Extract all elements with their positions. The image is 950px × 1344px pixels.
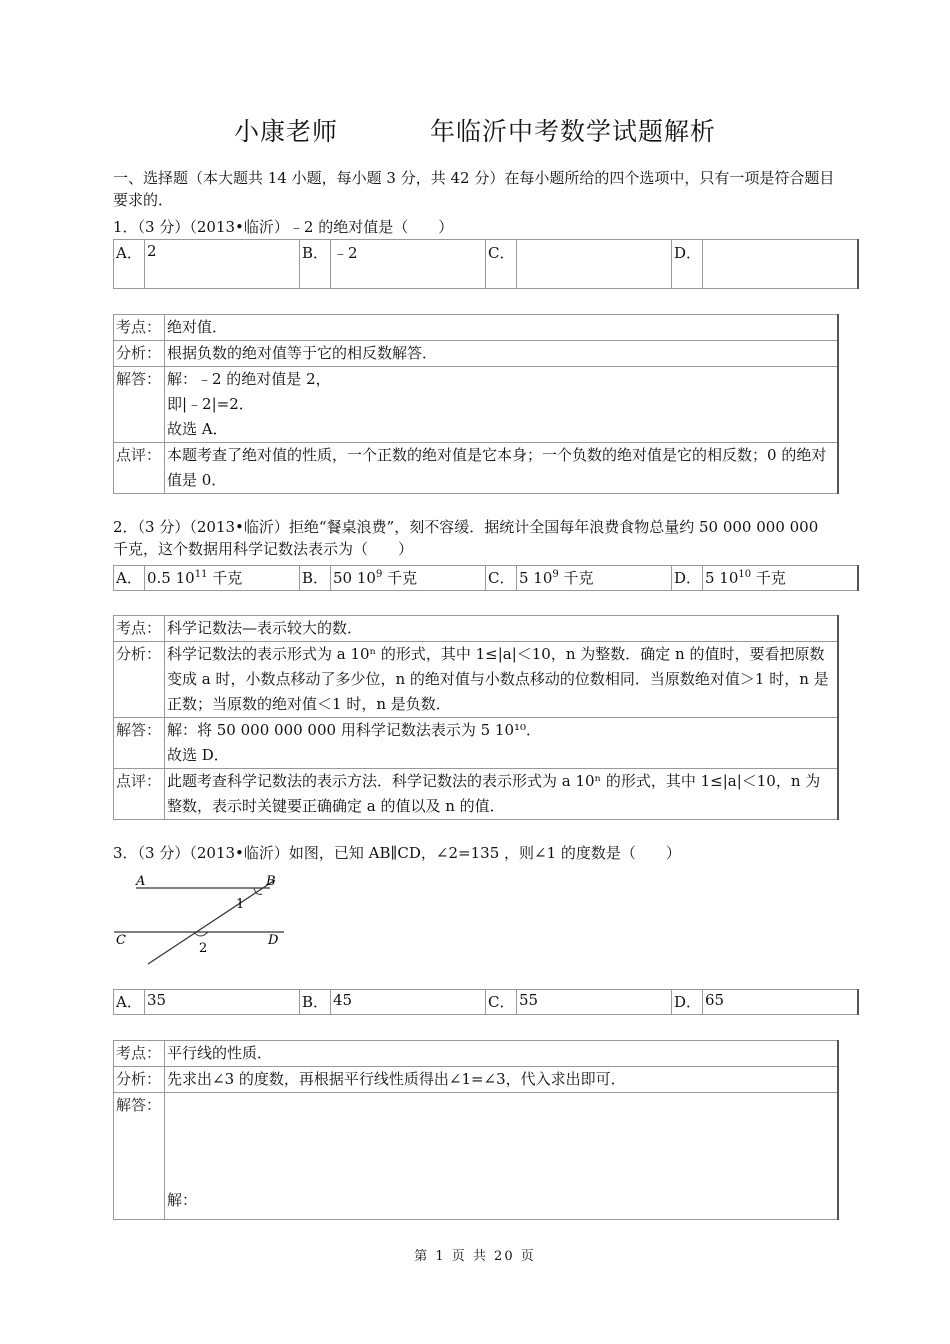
parallel-lines-figure xyxy=(110,868,290,970)
q2-option-c xyxy=(517,566,672,591)
label-b: B xyxy=(266,874,276,889)
q2-option-c-key: C． xyxy=(486,566,517,591)
q1-kaodian-label: 考点： xyxy=(114,315,165,341)
q1-option-b: ﹣2 xyxy=(331,240,486,289)
q1-jieda-line-3: 故选 A． xyxy=(167,420,228,438)
label-a: A xyxy=(136,874,146,889)
q2-analysis xyxy=(113,615,839,820)
q1-fenxi-text: 根据负数的绝对值等于它的相反数解答． xyxy=(165,341,839,367)
q1-kaodian-text: 绝对值． xyxy=(165,315,839,341)
q3-option-a-key: A． xyxy=(114,990,145,1015)
q3-option-a: 35 xyxy=(145,990,300,1015)
q2-dianping-label: 点评： xyxy=(114,769,165,820)
q1-analysis xyxy=(113,314,839,494)
q2-fenxi-text: 科学记数法的表示形式为 a 10ⁿ 的形式，其中 1≤|a|＜10，n 为整数．确定 n 的值时，要看把原数变成 a 时，小数点移动了多少位，n 的绝对值与小数点移动的位数相同．当原数绝对值＞1 时，n 是正数；当原数的绝对值＜1 时，n 是负数． xyxy=(165,642,839,718)
q3-option-d: 65 xyxy=(703,990,859,1015)
q3-fenxi-text: 先求出∠3 的度数，再根据平行线性质得出∠1=∠3，代入求出即可． xyxy=(165,1067,839,1093)
q1-option-d xyxy=(703,240,859,289)
q2-option-b-exp: 9 xyxy=(375,569,383,580)
q2-option-b-key: B． xyxy=(300,566,331,591)
q1-options xyxy=(113,239,859,289)
q3-kaodian-label: 考点： xyxy=(114,1041,165,1067)
q3-option-c-key: C． xyxy=(486,990,517,1015)
q3-option-b-key: B． xyxy=(300,990,331,1015)
q2-options xyxy=(113,565,859,591)
q1-option-b-key: B． xyxy=(300,240,331,289)
q2-jieda-line-2: 故选 D． xyxy=(167,746,229,764)
q1-stem: 1．（3 分）（2013•临沂）﹣2 的绝对值是（ ） xyxy=(113,218,454,236)
label-c: C xyxy=(116,933,126,948)
q2-option-d-base: 5 10 xyxy=(705,569,739,587)
q2-option-d-unit: 千克 xyxy=(751,569,786,587)
q2-kaodian-text: 科学记数法—表示较大的数． xyxy=(165,616,839,642)
q2-option-a-key: A． xyxy=(114,566,145,591)
q2-option-d-key: D． xyxy=(672,566,703,591)
q3-jieda-label: 解答： xyxy=(114,1093,165,1220)
q2-kaodian-label: 考点： xyxy=(114,616,165,642)
q1-option-d-key: D． xyxy=(672,240,703,289)
q1-option-a-key: A． xyxy=(114,240,145,289)
q2-option-c-base: 5 10 xyxy=(519,569,553,587)
q2-dianping-text: 此题考查科学记数法的表示方法．科学记数法的表示形式为 a 10ⁿ 的形式，其中 1≤|a|＜10，n 为整数，表示时关键要正确确定 a 的值以及 n 的值． xyxy=(165,769,839,820)
q1-option-c xyxy=(517,240,672,289)
q1-jieda-label: 解答： xyxy=(114,367,165,443)
q1-jieda-line-1: 解：﹣2 的绝对值是 2， xyxy=(167,370,331,388)
title-left: 小康老师 xyxy=(233,117,338,146)
q2-fenxi-label: 分析： xyxy=(114,642,165,718)
q2-option-b-unit: 千克 xyxy=(382,569,418,587)
label-d: D xyxy=(268,933,279,948)
section-header: 一、选择题（本大题共 14 小题，每小题 3 分，共 42 分）在每小题所给的四个选项中，只有一项是符合题目要求的． xyxy=(113,169,835,209)
title-right: 年临沂中考数学试题解析 xyxy=(430,117,717,146)
q2-option-b xyxy=(331,566,486,591)
label-angle-1: 1 xyxy=(236,897,245,912)
page-footer: 第 1 页 共 20 页 xyxy=(414,1249,536,1264)
q1-dianping-text: 本题考查了绝对值的性质，一个正数的绝对值是它本身；一个负数的绝对值是它的相反数；0 的绝对值是 0． xyxy=(165,443,839,494)
q3-fenxi-label: 分析： xyxy=(114,1067,165,1093)
page-title xyxy=(0,112,950,148)
q3-option-b: 45 xyxy=(331,990,486,1015)
q3-jieda-text: 解： xyxy=(165,1093,839,1220)
q2-option-c-unit: 千克 xyxy=(558,569,594,587)
q2-option-a-exp: 11 xyxy=(194,569,208,580)
q3-option-c: 55 xyxy=(517,990,672,1015)
q1-option-c-key: C． xyxy=(486,240,517,289)
q3-kaodian-text: 平行线的性质． xyxy=(165,1041,839,1067)
q3-options xyxy=(113,989,859,1015)
q3-analysis xyxy=(113,1040,839,1220)
q1-fenxi-label: 分析： xyxy=(114,341,165,367)
q2-option-a-base: 0.5 10 xyxy=(147,569,195,587)
q2-jieda-text xyxy=(165,718,839,769)
q2-option-c-exp: 9 xyxy=(552,569,559,580)
label-angle-2: 2 xyxy=(199,941,208,956)
q3-option-d-key: D． xyxy=(672,990,703,1015)
q1-jieda-text xyxy=(165,367,839,443)
q2-option-d xyxy=(703,566,859,591)
q2-stem: 2．（3 分）（2013•临沂）拒绝“餐桌浪费”，刻不容缓．据统计全国每年浪费食物总量约 50 000 000 000 千克，这个数据用科学记数法表示为（ ） xyxy=(113,518,819,558)
q1-dianping-label: 点评： xyxy=(114,443,165,494)
q2-option-a-unit: 千克 xyxy=(207,569,243,587)
q2-jieda-line-1: 解：将 50 000 000 000 用科学记数法表示为 5 10¹⁰． xyxy=(167,721,542,739)
q1-option-a: 2 xyxy=(145,240,300,289)
q2-option-d-exp: 10 xyxy=(738,569,752,580)
q2-option-a xyxy=(145,566,300,591)
q1-jieda-line-2: 即|﹣2|=2． xyxy=(167,395,254,413)
q3-stem: 3．（3 分）（2013•临沂）如图，已知 AB∥CD，∠2=135 ，则∠1 的度数是（ ） xyxy=(113,844,681,862)
q2-option-b-base: 50 10 xyxy=(333,569,376,587)
q2-jieda-label: 解答： xyxy=(114,718,165,769)
